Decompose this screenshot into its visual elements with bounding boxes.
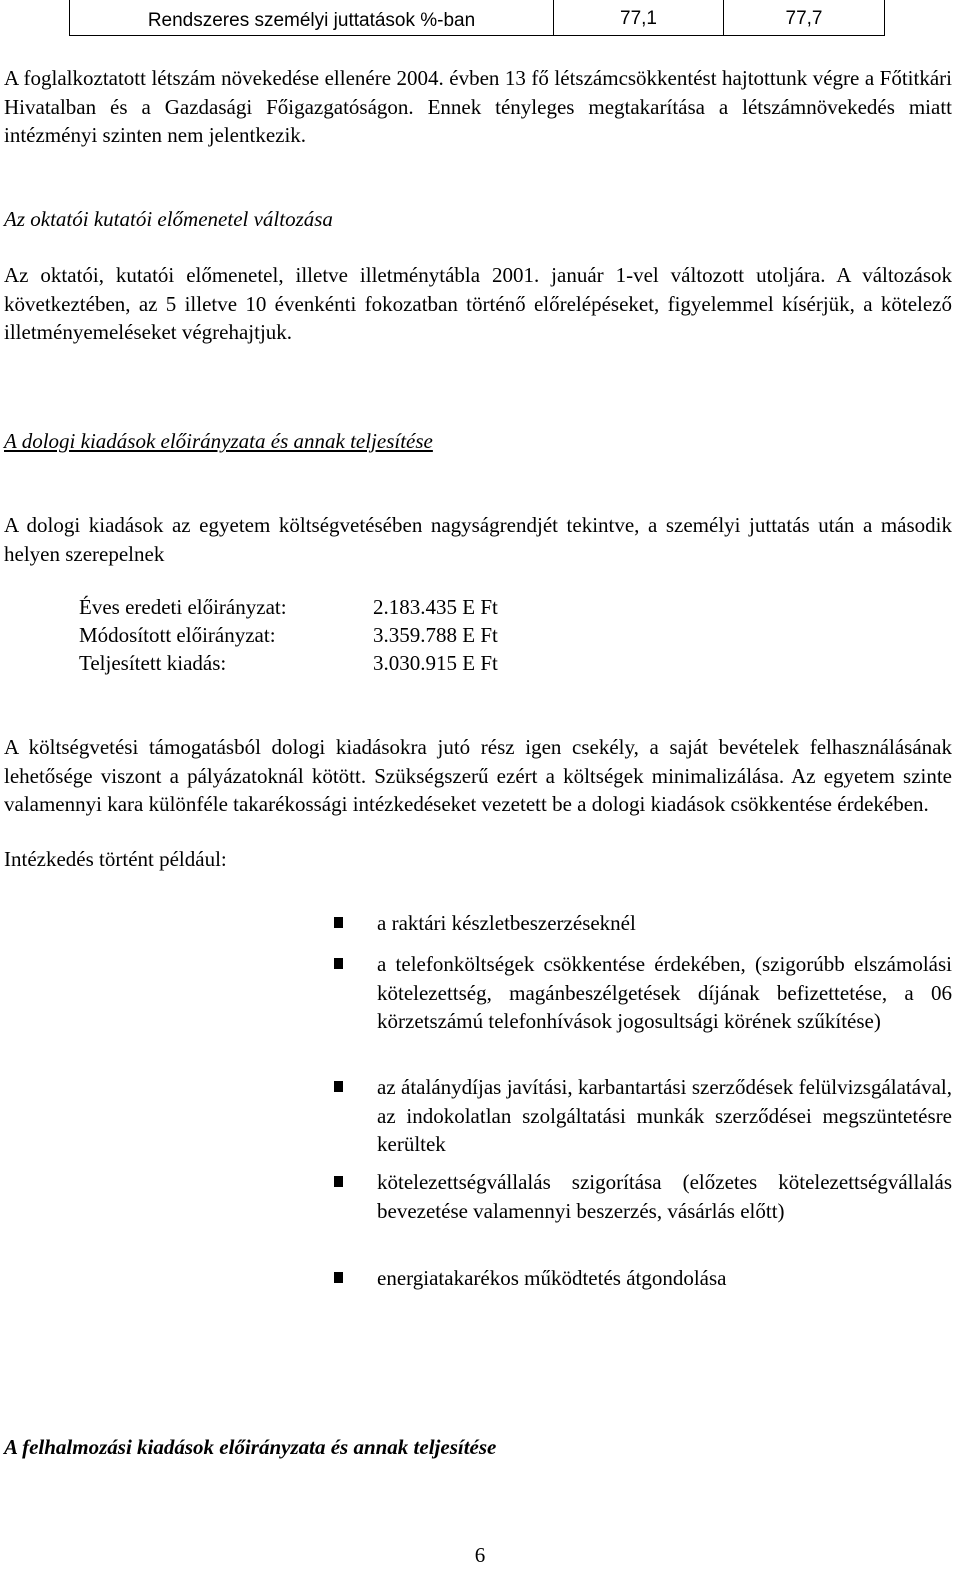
table-row — [69, 0, 885, 36]
heading-advancement: Az oktatói kutatói előmenetel változása — [4, 207, 333, 231]
budget-row — [79, 593, 498, 621]
budget-value: 3.359.788 E Ft — [373, 623, 498, 647]
heading-material-expenses: A dologi kiadások előirányzata és annak teljesítése — [4, 429, 433, 453]
budget-label: Módosított előirányzat: — [79, 623, 276, 647]
table-cell-value-2: 77,7 — [785, 7, 823, 29]
paragraph-measures-intro: Intézkedés történt például: — [4, 847, 227, 871]
paragraph-headcount: A foglalkoztatott létszám növekedése ellenére 2004. évben 13 fő létszámcsökkentést hajtottunk végre a Főtitkári Hivatalban és a Gazdasági Főigazgatóságon. Ennek tényleges megtakarítása a létszámnövekedés miatt intézményi szinten nem jelentkezik. — [4, 66, 952, 147]
list-item: a raktári készletbeszerzéseknél — [334, 909, 952, 938]
bullet-square-icon — [334, 1272, 343, 1283]
budget-label: Teljesített kiadás: — [79, 651, 227, 675]
table-cell-value-1: 77,1 — [554, 0, 724, 35]
budget-value: 2.183.435 E Ft — [373, 595, 498, 619]
bullet-square-icon — [334, 958, 343, 969]
bullet-square-icon — [334, 1081, 343, 1092]
budget-value: 3.030.915 E Ft — [373, 651, 498, 675]
bullet-square-icon — [334, 1176, 343, 1187]
bullet-square-icon — [334, 917, 343, 928]
budget-summary — [79, 593, 498, 677]
paragraph-advancement: Az oktatói, kutatói előmenetel, illetve illetménytábla 2001. január 1-vel változott utoljára. A változások következtében, az 5 illetve 10 évenkénti fokozatban történő előrelépéseket, figyelemmel kísérjük, a kötelező illetményemeléseket végrehajtjuk. — [4, 263, 952, 344]
list-item: energiatakarékos működtetés átgondolása — [334, 1264, 952, 1293]
list-item: kötelezettségvállalás szigorítása (előzetes kötelezettségvállalás bevezetése valamennyi beszerzés, vásárlás előtt) — [334, 1168, 952, 1225]
list-item: az átalánydíjas javítási, karbantartási szerződések felülvizsgálatával, az indokolatlan szolgáltatási munkák szerződései megszüntetésre kerültek — [334, 1073, 952, 1159]
heading-capital-expenses: A felhalmozási kiadások előirányzata és annak teljesítése — [4, 1435, 497, 1459]
budget-label: Éves eredeti előirányzat: — [79, 595, 287, 619]
budget-row — [79, 649, 498, 677]
table-cell-label: Rendszeres személyi juttatások %-ban — [70, 0, 554, 35]
paragraph-material-expenses: A dologi kiadások az egyetem költségvetésében nagyságrendjét tekintve, a személyi juttatás után a második helyen szerepelnek — [4, 513, 952, 566]
page-number: 6 — [474, 1543, 486, 1567]
list-item: a telefonköltségek csökkentése érdekében, (szigorúbb elszámolási kötelezettség, magánbeszélgetések díjának befizettetése, a 06 körzetszámú telefonhívások jogosultsági körének szűkítése) — [334, 950, 952, 1036]
paragraph-savings: A költségvetési támogatásból dologi kiadásokra jutó rész igen csekély, a saját bevételek felhasználásának lehetősége viszont a pályázatoknál kötött. Szükségszerű ezért a költségek minimalizálása. Az egyetem szinte valamennyi kara különféle takarékossági intézkedéseket vezetett be a dologi kiadások csökkentése érdekében. — [4, 735, 952, 816]
budget-row — [79, 621, 498, 649]
